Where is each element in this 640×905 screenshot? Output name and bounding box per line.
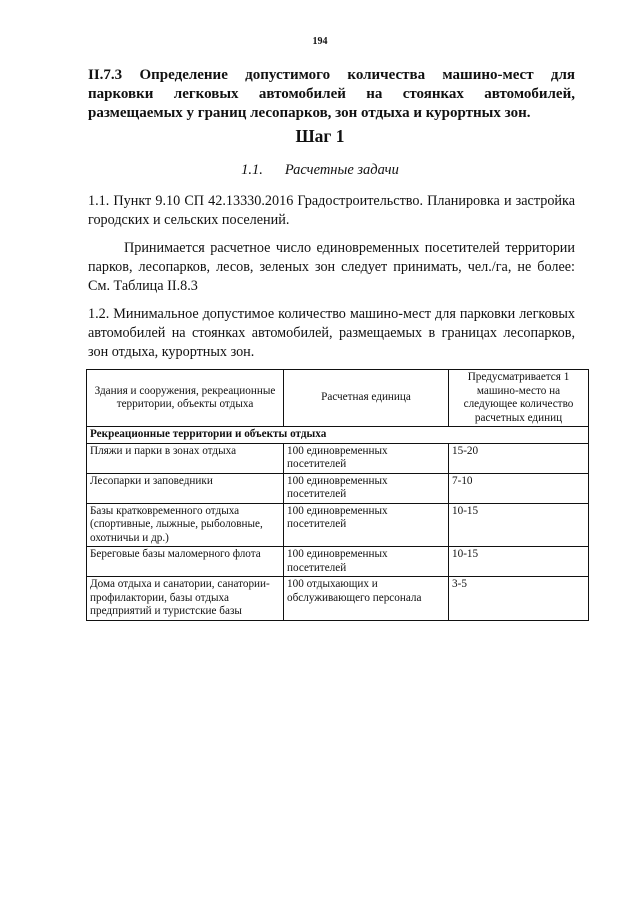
table-row — [87, 547, 589, 577]
subtitle-number: 1.1. — [241, 162, 263, 178]
parking-norms-table — [86, 369, 589, 621]
table-cell: 100 единовременных посетителей — [284, 503, 449, 547]
table-cell: 100 единовременных посетителей — [284, 473, 449, 503]
table-row — [87, 503, 589, 547]
table-row — [87, 473, 589, 503]
table-cell: 15-20 — [449, 443, 589, 473]
header-cell-unit: Расчетная единица — [284, 370, 449, 427]
subtitle-text: Расчетные задачи — [284, 162, 399, 178]
paragraph-3: 1.2. Минимальное допустимое количество машино-мест для парковки легковых автомобилей на стоянках автомобилей, размещаемых в границах лесопарков, зон отдыха, курортных зон. — [88, 306, 575, 360]
section-heading: II.7.3 Определение допустимого количества машино-мест для парковки легковых автомобилей на стоянках автомобилей, размещаемых у границ лесопарков, зон отдыха и курортных зон. — [88, 67, 575, 121]
table-cell: 3-5 — [449, 577, 589, 621]
table-cell: Пляжи и парки в зонах отдыха — [87, 443, 284, 473]
table-cell: 7-10 — [449, 473, 589, 503]
table-row — [87, 577, 589, 621]
table-header-row — [87, 370, 589, 427]
step-title: Шаг 1 — [295, 126, 345, 146]
table-cell: 100 единовременных посетителей — [284, 547, 449, 577]
page-number: 194 — [312, 36, 328, 47]
table-cell: 10-15 — [449, 547, 589, 577]
table-row — [87, 443, 589, 473]
paragraph-1: 1.1. Пункт 9.10 СП 42.13330.2016 Градостроительство. Планировка и застройка городских и сельских поселений. — [88, 193, 575, 228]
table-cell: 10-15 — [449, 503, 589, 547]
subtitle — [0, 162, 640, 179]
header-cell-objects: Здания и сооружения, рекреационные территории, объекты отдыха — [87, 370, 284, 427]
section-cell: Рекреационные территории и объекты отдыха — [87, 427, 589, 444]
paragraph-2: Принимается расчетное число единовременных посетителей территории парков, лесопарков, лесов, зеленых зон следует принимать, чел./га, не более: См. Таблица II.8.3 — [88, 240, 575, 294]
table-section-row — [87, 427, 589, 444]
table-cell: Береговые базы маломерного флота — [87, 547, 284, 577]
table-cell: Базы кратковременного отдыха (спортивные, лыжные, рыболовные, охотничьи и др.) — [87, 503, 284, 547]
table-cell: Дома отдыха и санатории, санатории-профилактории, базы отдыха предприятий и туристские базы — [87, 577, 284, 621]
table-cell: 100 единовременных посетителей — [284, 443, 449, 473]
table-cell: Лесопарки и заповедники — [87, 473, 284, 503]
table-cell: 100 отдыхающих и обслуживающего персонала — [284, 577, 449, 621]
header-cell-ratio: Предусматривается 1 машино-место на следующее количество расчетных единиц — [449, 370, 589, 427]
